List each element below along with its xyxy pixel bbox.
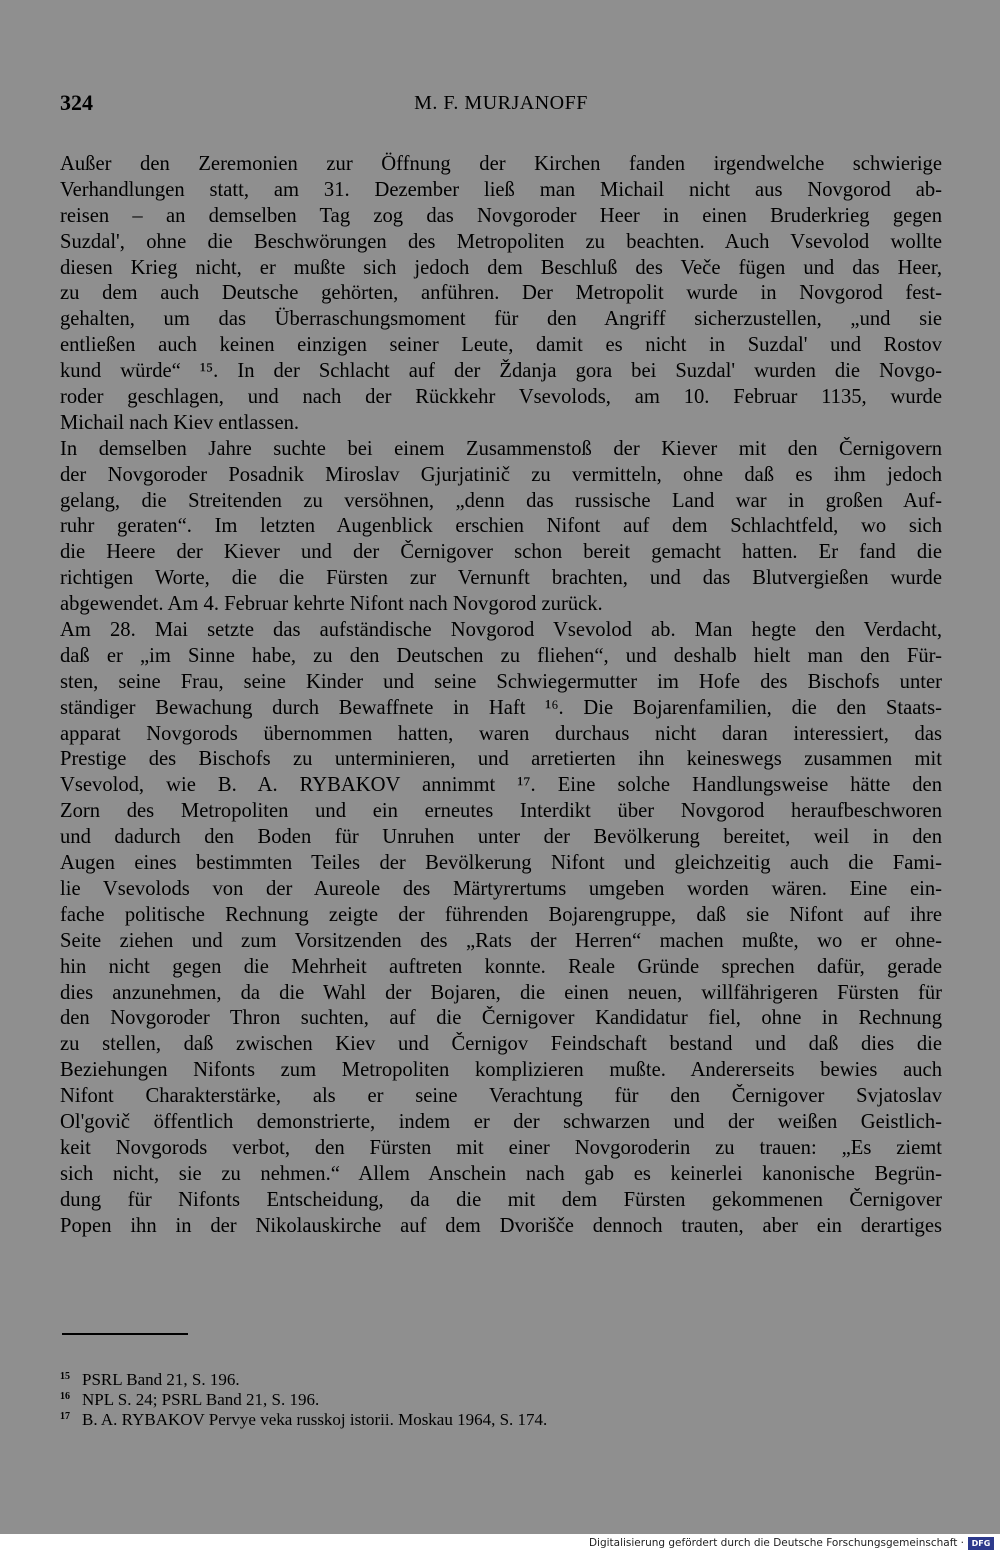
footnote-mark: 17 <box>60 1411 70 1422</box>
footnote-mark: 16 <box>60 1391 70 1402</box>
text-line: Verhandlungen statt, am 31. Dezember ließ man Michail nicht aus Novgorod ab- <box>60 178 942 201</box>
text-line: keit Novgorods verbot, den Fürsten mit einer Novgoroderin zu trauen: „Es ziemt <box>60 1136 942 1159</box>
text-line: roder geschlagen, und nach der Rückkehr Vsevolods, am 10. Februar 1135, wurde <box>60 386 942 409</box>
text-line: dies anzunehmen, da die Wahl der Bojaren, die einen neuen, willfährigeren Fürsten für <box>60 981 942 1004</box>
text-line: Popen ihn in der Nikolauskirche auf dem Dvorišče dennoch trauten, aber ein derartiges <box>60 1214 942 1237</box>
text-line: Vsevolod, wie B. A. RYBAKOV annimmt ¹⁷. Eine solche Handlungsweise hätte den <box>60 774 942 797</box>
footnote-text: NPL S. 24; PSRL Band 21, S. 196. <box>82 1390 320 1409</box>
text-line: Augen eines bestimmten Teiles der Bevölkerung Nifont und gleichzeitig auch die Fami- <box>60 852 942 875</box>
footnote <box>60 1390 942 1410</box>
text-line: Beziehungen Nifonts zum Metropoliten komplizieren mußte. Andererseits bewies auch <box>60 1059 942 1082</box>
text-line: ständiger Bewachung durch Bewaffnete in Haft ¹⁶. Die Bojarenfamilien, die den Staats- <box>60 696 942 719</box>
text-line: der Novgoroder Posadnik Miroslav Gjurjatinič zu vermitteln, ohne daß es ihm jedoch <box>60 463 942 486</box>
footnote-divider <box>62 1333 188 1335</box>
text-line: Prestige des Bischofs zu unterminieren, und arretierten ihn keineswegs zusammen mit <box>60 748 942 771</box>
text-line: hin nicht gegen die Mehrheit auftreten konnte. Reale Gründe sprechen dafür, gerade <box>60 955 942 978</box>
text-line: reisen – an demselben Tag zog das Novgoroder Heer in einen Bruderkrieg gegen <box>60 204 942 227</box>
text-line: daß er „im Sinne habe, zu den Deutschen zu fliehen“, und deshalb hielt man den Für- <box>60 644 942 667</box>
text-line: Nifont Charakterstärke, als er seine Verachtung für den Černigover Svjatoslav <box>60 1085 942 1108</box>
footnote-mark: 15 <box>60 1371 70 1382</box>
text-line: zu dem auch Deutsche gehörten, anführen. Der Metropolit wurde in Novgorod fest- <box>60 282 942 305</box>
text-line: entließen auch keinen einzigen seiner Leute, damit es nicht in Suzdal' und Rostov <box>60 334 942 357</box>
text-line: den Novgoroder Thron suchten, auf die Černigover Kandidatur fiel, ohne in Rechnung <box>60 1007 942 1030</box>
text-line: Am 28. Mai setzte das aufständische Novgorod Vsevolod ab. Man hegte den Verdacht, <box>60 619 942 642</box>
text-line: richtigen Worte, die die Fürsten zur Vernunft brachten, und das Blutvergießen wurde <box>60 567 942 590</box>
text-line: abgewendet. Am 4. Februar kehrte Nifont nach Novgorod zurück. <box>60 593 603 616</box>
text-line: Außer den Zeremonien zur Öffnung der Kirchen fanden irgendwelche schwierige <box>60 153 942 175</box>
footnote-text: PSRL Band 21, S. 196. <box>82 1370 240 1389</box>
text-line: diesen Krieg nicht, er mußte sich jedoch dem Beschluß des Veče fügen und das Heer, <box>60 256 942 279</box>
text-line: lie Vsevolods von der Aureole des Märtyrertums umgeben worden wären. Eine ein- <box>60 877 942 900</box>
text-line: fache politische Rechnung zeigte der führenden Bojarengruppe, daß sie Nifont auf ihre <box>60 903 942 926</box>
footnote-text: B. A. RYBAKOV Pervye veka russkoj istorii. Moskau 1964, S. 174. <box>82 1410 548 1429</box>
running-head <box>60 90 942 120</box>
text-line: gelang, die Streitenden zu versöhnen, „denn das russische Land war in großen Auf- <box>60 489 942 512</box>
footnotes <box>60 1370 942 1430</box>
text-line: In demselben Jahre suchte bei einem Zusammenstoß der Kiever mit den Černigovern <box>60 437 942 460</box>
text-line: dung für Nifonts Entscheidung, da die mit dem Fürsten gekommenen Černigover <box>60 1188 942 1211</box>
dfg-logo: DFG <box>968 1537 994 1550</box>
running-title: M. F. MURJANOFF <box>414 92 588 114</box>
text-line: sich nicht, sie zu nehmen.“ Allem Anschein nach gab es keinerlei kanonische Begrün- <box>60 1162 942 1185</box>
page-number: 324 <box>60 90 93 115</box>
footnote <box>60 1410 942 1430</box>
digitization-credit: Digitalisierung gefördert durch die Deutsche Forschungsgemeinschaft · <box>588 1537 964 1549</box>
text-line: und dadurch den Boden für Unruhen unter der Bevölkerung bereitet, weil in den <box>60 826 942 849</box>
text-line: ruhr geraten“. Im letzten Augenblick erschien Nifont auf dem Schlachtfeld, wo sich <box>60 515 942 538</box>
text-line: gehalten, um das Überraschungsmoment für den Angriff sicherzustellen, „und sie <box>60 308 942 331</box>
text-line: Seite ziehen und zum Vorsitzenden des „Rats der Herren“ machen mußte, wo er ohne- <box>60 929 942 952</box>
text-line: Michail nach Kiev entlassen. <box>60 411 300 434</box>
text-line: Ol'govič öffentlich demonstrierte, indem er der schwarzen und der weißen Geistlich- <box>60 1110 942 1133</box>
body-text <box>60 152 942 1239</box>
footnote <box>60 1370 942 1390</box>
text-line: zu stellen, daß zwischen Kiev und Černigov Feindschaft bestand und daß dies die <box>60 1033 942 1056</box>
text-line: Suzdal', ohne die Beschwörungen des Metropoliten zu beachten. Auch Vsevolod wollte <box>60 230 942 253</box>
text-line: kund würde“ ¹⁵. In der Schlacht auf der Ždanja gora bei Suzdal' wurden die Novgo- <box>60 360 942 383</box>
text-line: sten, seine Frau, seine Kinder und seine Schwiegermutter im Hofe des Bischofs unter <box>60 670 942 693</box>
text-line: apparat Novgorods übernommen hatten, waren durchaus nicht daran interessiert, das <box>60 722 942 745</box>
text-line: die Heere der Kiever und der Černigover schon bereit gemacht hatten. Er fand die <box>60 541 942 564</box>
text-line: Zorn des Metropoliten und ein erneutes Interdikt über Novgorod heraufbeschworen <box>60 800 942 823</box>
digitization-credit-bar <box>0 1534 1000 1554</box>
